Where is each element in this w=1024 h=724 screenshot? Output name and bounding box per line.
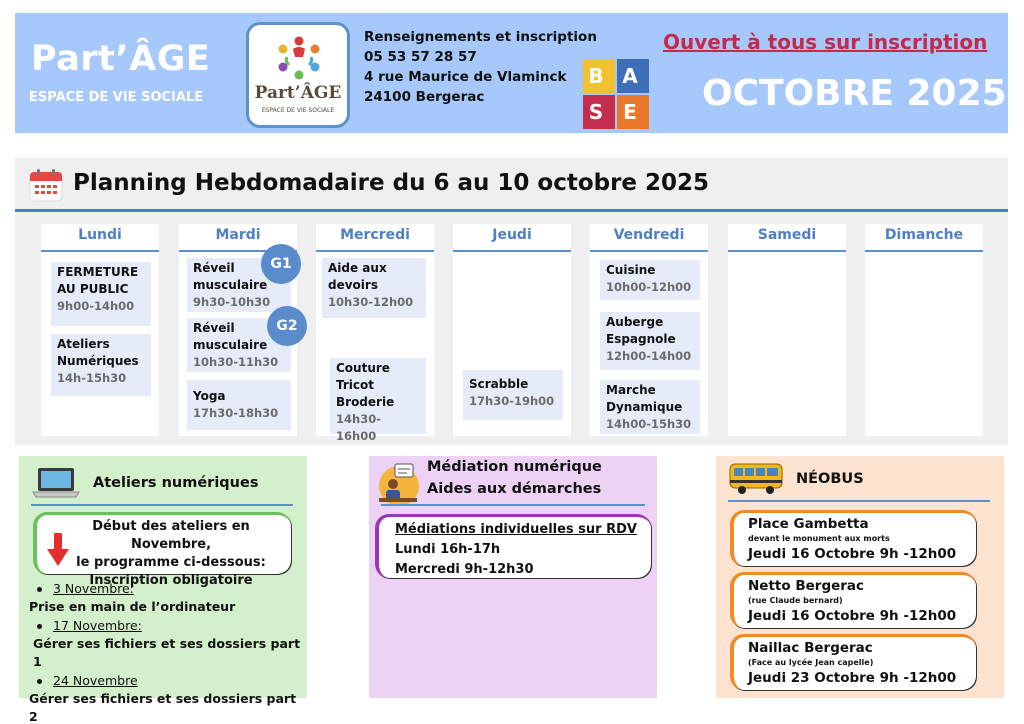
mediation-panel xyxy=(369,456,657,698)
stop-name: Place Gambetta xyxy=(748,516,869,532)
day-name: Samedi xyxy=(728,224,846,252)
activity-title: musculaire xyxy=(193,278,268,292)
contact-title: Renseignements et inscription xyxy=(364,29,597,45)
day-column-vendredi xyxy=(590,224,708,436)
mediation-title-2: Aides aux démarches xyxy=(427,481,602,497)
activity-title: Réveil xyxy=(193,321,235,335)
activity-hours: 12h00-14h00 xyxy=(606,349,692,363)
day-column-dimanche xyxy=(865,224,983,436)
brand-subtitle: ESPACE DE VIE SOCIALE xyxy=(29,90,204,105)
activity-title: Scrabble xyxy=(469,377,529,391)
day-column-samedi xyxy=(728,224,846,436)
activity-hours: 14h00-15h30 xyxy=(606,417,692,431)
planning-header xyxy=(15,158,1008,212)
stop-date: Jeudi 16 Octobre 9h -12h00 xyxy=(748,546,957,562)
activity-title: Auberge xyxy=(606,315,664,329)
header-banner xyxy=(15,13,1008,133)
activity-title: Espagnole xyxy=(606,332,676,346)
list-item-date: 17 Novembre: xyxy=(29,617,304,635)
notice-line: Début des ateliers en Novembre, xyxy=(92,519,250,552)
activity-title: Dynamique xyxy=(606,400,683,414)
neobus-title: NÉOBUS xyxy=(796,471,864,487)
base-letter-s: S xyxy=(583,95,615,129)
ateliers-title: Ateliers numériques xyxy=(93,475,259,491)
day-column-lundi xyxy=(41,224,159,436)
group-badge-g1: G1 xyxy=(261,244,301,284)
activity-yoga xyxy=(187,380,291,430)
activity-title: FERMETURE xyxy=(57,265,139,279)
activity-hours: 14h30-16h00 xyxy=(336,412,381,443)
logo-name: Part’ÂGE xyxy=(254,83,342,103)
activity-hours: 10h00-12h00 xyxy=(606,280,692,294)
help-desk-icon xyxy=(373,460,423,506)
contact-phone: 05 53 57 28 57 xyxy=(364,49,477,65)
bus-stop xyxy=(730,634,976,690)
activity-hours: 17h30-18h30 xyxy=(193,406,279,420)
activity-hours: 10h30-11h30 xyxy=(193,355,279,369)
stop-note: (Face au lycée Jean capelle) xyxy=(748,658,874,667)
month-title: OCTOBRE 2025 xyxy=(702,73,1007,114)
logo-tagline: ESPACE DE VIE SOCIALE xyxy=(261,107,335,114)
activity-hours: 9h00-14h00 xyxy=(57,299,135,313)
mediation-slot: Mercredi 9h-12h30 xyxy=(395,562,534,577)
contact-city: 24100 Bergerac xyxy=(364,89,485,105)
base-letter-b: B xyxy=(583,59,615,93)
activity-cuisine xyxy=(600,260,700,300)
list-item-date: 24 Novembre xyxy=(29,672,304,690)
activity-title: Broderie xyxy=(336,395,395,409)
base-letter-e: E xyxy=(617,95,649,129)
notice-line: le programme ci-dessous: xyxy=(76,555,266,570)
stop-name: Naillac Bergerac xyxy=(748,640,873,656)
stop-note: devant le monument aux morts xyxy=(748,534,890,543)
activity-title: musculaire xyxy=(193,338,268,352)
activity-hours: 14h-15h30 xyxy=(57,371,127,385)
activity-title: Numériques xyxy=(57,354,139,368)
divider xyxy=(381,504,645,506)
stop-name: Netto Bergerac xyxy=(748,578,865,594)
day-name: Lundi xyxy=(41,224,159,252)
open-notice: Ouvert à tous sur inscription xyxy=(663,30,988,54)
activity-hours: 17h30-19h00 xyxy=(469,394,555,408)
activity-title: AU PUBLIC xyxy=(57,282,129,296)
weekly-planning xyxy=(15,158,1008,445)
day-column-mardi xyxy=(179,224,297,436)
bus-stop xyxy=(730,510,976,566)
mediation-slot: Lundi 16h-17h xyxy=(395,542,501,557)
logo xyxy=(246,22,350,128)
ateliers-notice xyxy=(33,512,291,588)
activity-marche-dynamique xyxy=(600,380,700,434)
bus-icon xyxy=(728,462,784,496)
group-badge-g2: G2 xyxy=(267,306,307,346)
ateliers-list xyxy=(29,580,304,724)
stop-date: Jeudi 16 Octobre 9h -12h00 xyxy=(748,608,957,624)
contact-street: 4 rue Maurice de Vlaminck xyxy=(364,69,567,85)
bus-stop xyxy=(730,572,976,628)
list-item-text: Gérer ses fichiers et ses dossiers part 2 xyxy=(29,691,297,724)
activity-hours: 9h30-10h30 xyxy=(193,295,271,309)
stop-note: (rue Claude bernard) xyxy=(748,596,843,605)
list-item-text: Prise en main de l’ordinateur xyxy=(29,599,236,614)
activity-hours: 10h30-12h00 xyxy=(328,295,414,309)
day-name: Jeudi xyxy=(453,224,571,252)
activity-aide-aux-devoirs xyxy=(322,258,426,318)
stop-date: Jeudi 23 Octobre 9h -12h00 xyxy=(748,670,957,686)
activity-fermeture xyxy=(51,262,151,326)
base-letter-a: A xyxy=(617,59,649,93)
base-logo xyxy=(583,59,651,131)
activity-title: Ateliers xyxy=(57,337,110,351)
calendar-icon xyxy=(29,168,63,202)
ateliers-panel xyxy=(19,456,307,724)
day-name: Dimanche xyxy=(865,224,983,252)
activity-auberge-espagnole xyxy=(600,312,700,370)
list-item-text: Gérer ses fichiers et ses dossiers part 1 xyxy=(33,636,301,669)
laptop-icon xyxy=(31,466,81,498)
notice-line: Inscription obligatoire xyxy=(89,573,253,588)
divider xyxy=(31,504,293,506)
brand-title: Part’ÂGE xyxy=(31,39,211,79)
mediation-box-title: Médiations individuelles sur RDV xyxy=(395,522,637,537)
contact-block xyxy=(364,27,597,107)
activity-title: Marche xyxy=(606,383,656,397)
arrow-down-icon xyxy=(47,533,69,567)
activity-ateliers-numeriques xyxy=(51,334,151,396)
activity-title: Réveil xyxy=(193,261,235,275)
people-circle-icon xyxy=(273,35,325,81)
day-column-mercredi xyxy=(316,224,434,443)
activity-couture-tricot-broderie xyxy=(330,358,426,443)
day-name: Vendredi xyxy=(590,224,708,252)
list-item-date: 3 Novembre: xyxy=(29,580,304,598)
activity-scrabble xyxy=(463,370,563,420)
planning-title: Planning Hebdomadaire du 6 au 10 octobre 2025 xyxy=(73,170,710,196)
day-name: Mercredi xyxy=(316,224,434,252)
mediation-box xyxy=(375,514,651,578)
activity-title: Aide aux xyxy=(328,261,387,275)
neobus-panel xyxy=(716,456,1004,698)
day-column-jeudi xyxy=(453,224,571,436)
divider xyxy=(728,500,990,502)
activity-title: Couture xyxy=(336,361,390,375)
mediation-title-1: Médiation numérique xyxy=(427,459,602,475)
day-name: Mardi xyxy=(179,224,297,252)
activity-title: devoirs xyxy=(328,278,378,292)
activity-title: Cuisine xyxy=(606,263,656,277)
activity-title: Tricot xyxy=(336,378,374,392)
activity-title: Yoga xyxy=(193,389,226,403)
